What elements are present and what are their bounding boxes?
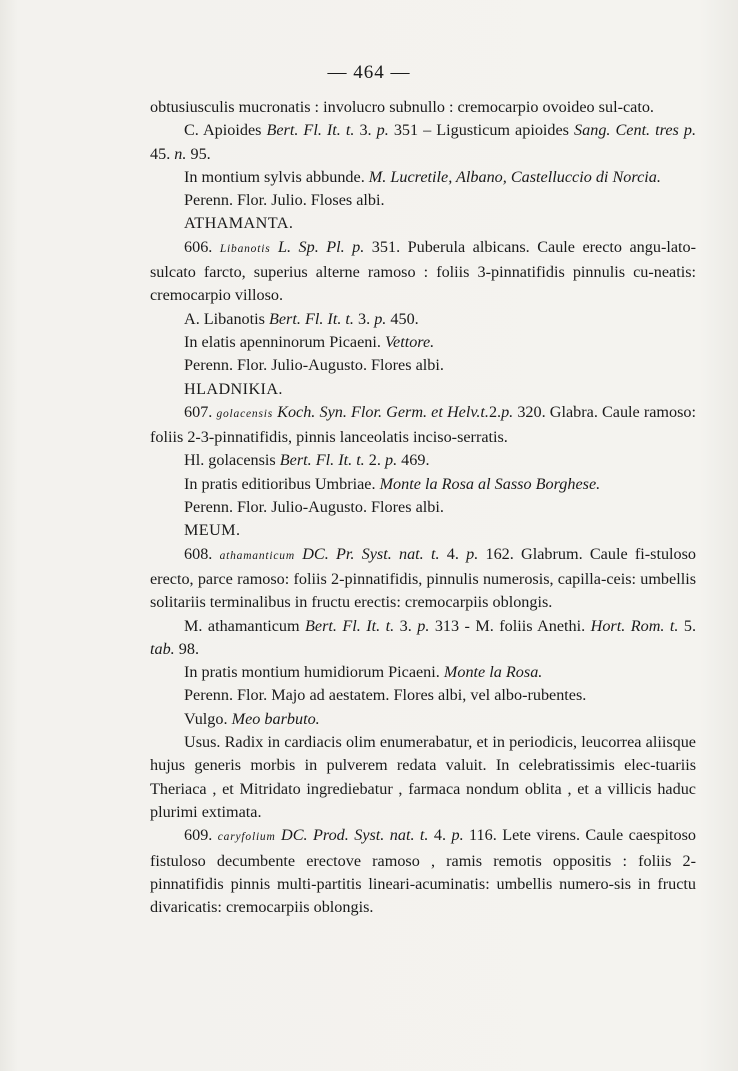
- synonym-line: M. athamanticum Bert. Fl. It. t. 3. p. 313 - M. foliis Anethi. Hort. Rom. t. 5. tab. 98.: [150, 616, 697, 658]
- genus-heading: HLADNIKIA.: [184, 379, 283, 398]
- synonym-line: A. Libanotis Bert. Fl. It. t. 3. p. 450.: [184, 309, 419, 328]
- species-entry-606: 606. Libanotis L. Sp. Pl. p. 351. Puberula albicans. Caule erecto angu-lato-sulcato farcto, superius alterne ramoso : foliis 3-pinnatifidis pinnulis cu-neatis: cremocarpio villoso.: [150, 237, 697, 305]
- text-body: [150, 96, 696, 919]
- species-entry-609: 609. caryfolium DC. Prod. Syst. nat. t. 4. p. 116. Lete virens. Caule caespitoso fistuloso decumbente erectove ramoso , ramis remotis oppositis : foliis 2-pinnatifidis pinnis multi-partitis lineari-acuminatis: umbellis numero-sis in fructu divaricatis: cremocarpiis oblongis.: [150, 826, 697, 917]
- habitat-line: In elatis apenninorum Picaeni. Vettore.: [184, 332, 435, 351]
- phenology-line: Perenn. Flor. Julio. Floses albi.: [184, 191, 385, 210]
- synonym-line: Hl. golacensis Bert. Fl. It. t. 2. p. 469.: [184, 451, 430, 470]
- phenology-line: Perenn. Flor. Julio-Augusto. Flores albi.: [184, 498, 444, 517]
- paragraph-continuation: obtusiusculis mucronatis : involucro subnullo : cremocarpio ovoideo sul-cato.: [150, 98, 654, 116]
- genus-heading: MEUM.: [184, 521, 241, 540]
- habitat-line: In montium sylvis abbunde. M. Lucretile, Albano, Castelluccio di Norcia.: [184, 167, 661, 186]
- page-number: — 464 —: [327, 62, 411, 83]
- habitat-line: In pratis montium humidiorum Picaeni. Monte la Rosa.: [184, 663, 543, 682]
- habitat-line: In pratis editioribus Umbriae. Monte la Rosa al Sasso Borghese.: [184, 474, 601, 493]
- species-entry-608: 608. athamanticum DC. Pr. Syst. nat. t. 4. p. 162. Glabrum. Caule fi-stuloso erecto, parce ramoso: foliis 2-pinnatifidis, pinnulis numerosis, capilla-ceis: umbellis solitariis terminalibus in fructu erectis: cremocarpiis oblongis.: [150, 544, 697, 612]
- usage-paragraph: Usus. Radix in cardiacis olim enumerabatur, et in periodicis, leucorrea aliisque hujus generis morbis in pulverem redata valuit. In celebratissimis elec-tuariis Theriaca , et Mitridato ingrediebatur , farmaca nondum oblita , et a villicis haduc plurimi extimata.: [150, 733, 696, 821]
- species-entry-607: 607. golacensis Koch. Syn. Flor. Germ. et Helv.t.2.p. 320. Glabra. Caule ramoso: foliis 2-3-pinnatifidis, pinnis lanceolatis inciso-serratis.: [150, 402, 697, 447]
- genus-heading: ATHAMANTA.: [184, 214, 294, 233]
- vernacular-line: Vulgo. Meo barbuto.: [184, 709, 320, 728]
- phenology-line: Perenn. Flor. Julio-Augusto. Flores albi.: [184, 356, 444, 375]
- synonym-line: C. Apioides Bert. Fl. It. t. 3. p. 351 – Ligusticum apioides Sang. Cent. tres p. 45. n. 95.: [150, 121, 697, 163]
- phenology-line: Perenn. Flor. Majo ad aestatem. Flores albi, vel albo-rubentes.: [184, 686, 587, 705]
